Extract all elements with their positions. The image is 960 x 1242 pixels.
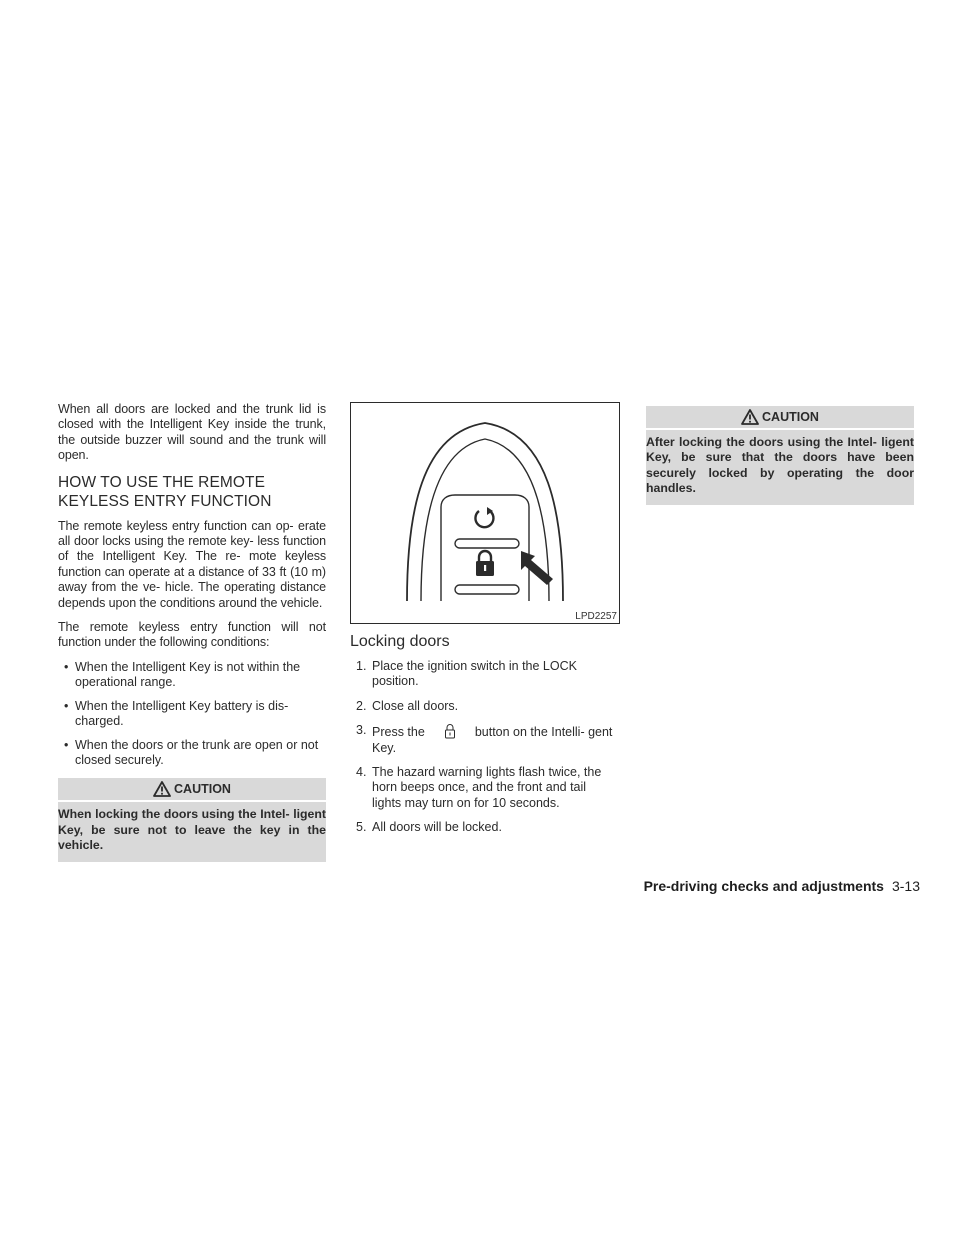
step-number: 1. — [356, 659, 367, 673]
list-item — [350, 659, 620, 690]
chapter-title: Pre-driving checks and adjustments — [643, 878, 884, 894]
list-item-text: When the Intelligent Key battery is dis- charged. — [75, 698, 289, 729]
step-number: 3. — [356, 723, 367, 738]
section-title-line2: KEYLESS ENTRY FUNCTION — [58, 492, 272, 510]
list-item — [350, 820, 620, 835]
step-text: Close all doors. — [372, 698, 459, 713]
step-number: 2. — [356, 698, 367, 713]
locking-steps-list — [350, 659, 620, 836]
list-item — [350, 765, 620, 811]
list-item — [350, 699, 620, 714]
lock-button-icon — [425, 723, 475, 739]
caution-box — [646, 406, 914, 505]
bullet-icon: • — [64, 659, 69, 674]
bullet-icon: • — [64, 737, 69, 752]
caution-header — [646, 406, 914, 430]
step-text: All doors will be locked. — [372, 820, 502, 835]
caution-text: When locking the doors using the Intel- ligent Key, be sure not to leave the key in the vehicle. — [58, 802, 326, 861]
step-text-after: button on the Intelli- gent Key. — [372, 725, 613, 755]
page-footer — [644, 878, 920, 894]
intro-paragraph: When all doors are locked and the trunk lid is closed with the Intelligent Key inside the trunk, the outside buzzer will sound and the trunk will open. — [58, 402, 326, 463]
bullet-icon: • — [64, 698, 69, 713]
warning-icon — [741, 409, 759, 425]
list-item-text: When the Intelligent Key is not within the operational range. — [75, 659, 301, 690]
middle-column — [350, 402, 620, 845]
figure-code: LPD2257 — [575, 611, 617, 622]
caution-title: CAUTION — [762, 410, 819, 424]
section-title — [58, 473, 326, 511]
lock-icon — [476, 551, 494, 576]
step-text: The hazard warning lights flash twice, the horn beeps once, and the front and tail lights may turn on for 10 seconds. — [372, 765, 602, 810]
caution-text: After locking the doors using the Intel- ligent Key, be sure that the doors have been securely locked by operating the door handles. — [646, 430, 914, 505]
list-item — [58, 699, 326, 730]
description-paragraph: The remote keyless entry function can op- erate all door locks using the remote key- less function of the Intelligent Key. The re- mote keyless function can operate at a distance of 33 ft (10 m) away from the ve- hicle. The operating distance depends upon the conditions around the vehicle. — [58, 518, 326, 610]
list-item — [58, 738, 326, 769]
right-column — [646, 402, 914, 505]
list-item-text: When the doors or the trunk are open or not closed securely. — [75, 737, 319, 767]
left-column — [58, 402, 326, 862]
step-text: Place the ignition switch in the LOCK position. — [372, 659, 577, 689]
locking-doors-heading: Locking doors — [350, 633, 450, 650]
remote-start-icon — [475, 507, 493, 527]
step-number: 5. — [356, 820, 367, 835]
caution-box — [58, 778, 326, 861]
conditions-paragraph: The remote keyless entry function will not function under the following conditions: — [58, 620, 326, 650]
caution-header — [58, 778, 326, 802]
intelligent-key-illustration — [351, 403, 619, 623]
conditions-list — [58, 660, 326, 768]
step-text-before: Press the — [372, 725, 425, 740]
list-item — [58, 660, 326, 691]
list-item — [350, 723, 620, 756]
intelligent-key-figure — [350, 402, 620, 624]
page-number: 3-13 — [891, 878, 920, 894]
section-title-line1: HOW TO USE THE REMOTE — [58, 473, 266, 491]
step-number: 4. — [356, 765, 367, 780]
warning-icon — [153, 781, 171, 797]
caution-title: CAUTION — [174, 782, 231, 797]
